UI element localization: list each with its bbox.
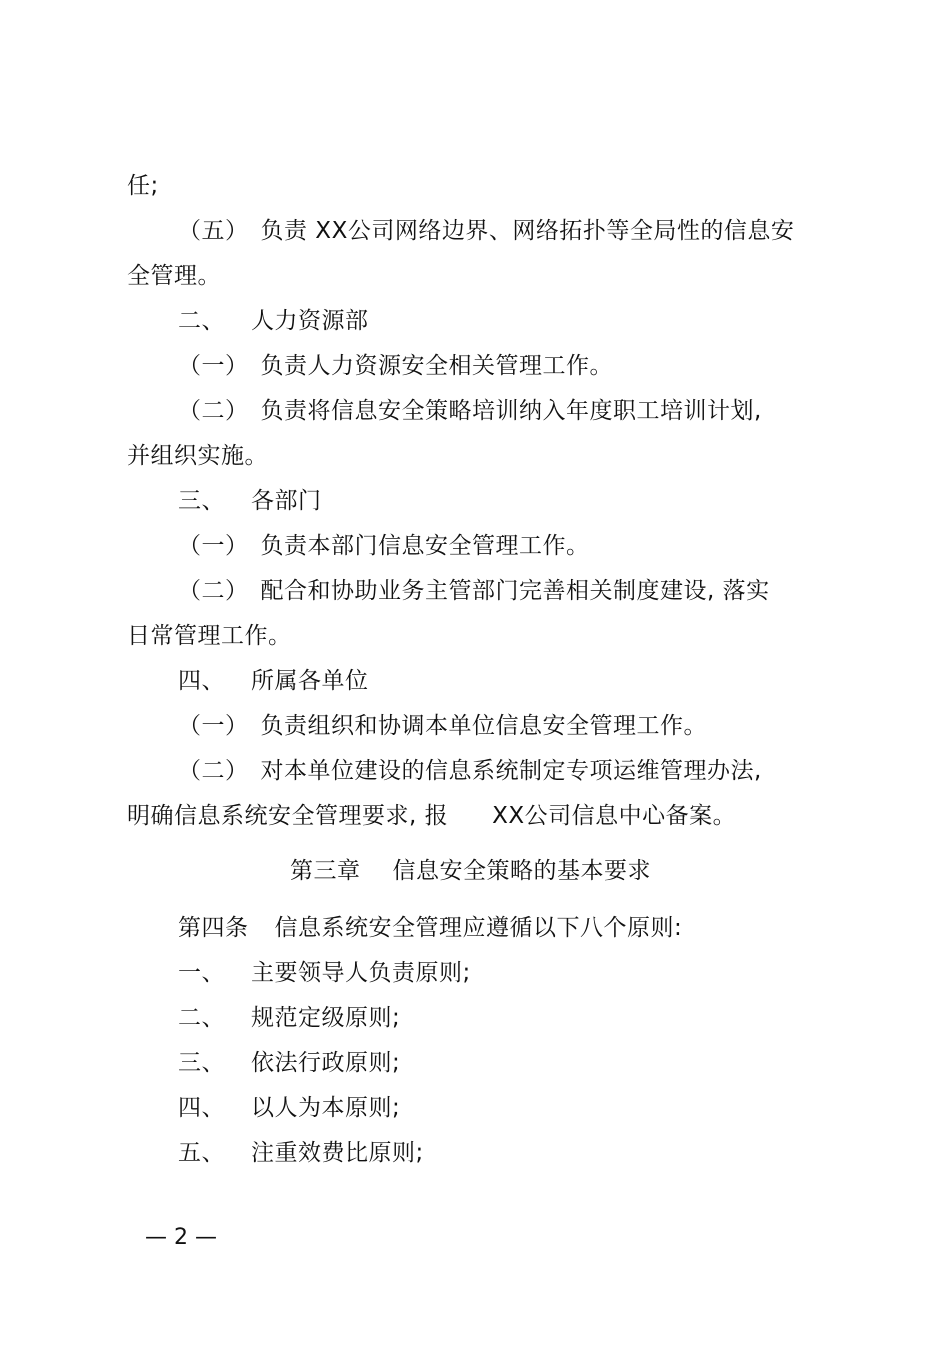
list-item: 三、 依法行政原则; <box>178 1050 401 1076</box>
text-line: （一） 负责人力资源安全相关管理工作。 <box>178 353 613 379</box>
item-label: （二） <box>178 758 249 784</box>
text-line: 日常管理工作。 <box>127 623 292 649</box>
text-line: 明确信息系统安全管理要求, 报 XX公司信息中心备案。 <box>127 803 737 829</box>
item-label: 二、 <box>178 1005 225 1031</box>
item-label: 一、 <box>178 960 225 986</box>
item-label: （二） <box>178 398 249 424</box>
item-label: （一） <box>178 533 249 559</box>
text-line: （二） 对本单位建设的信息系统制定专项运维管理办法, <box>178 758 762 784</box>
text-line: 并组织实施。 <box>127 443 268 469</box>
item-label: 四、 <box>178 1095 225 1121</box>
section-heading: 四、 所属各单位 <box>178 668 369 694</box>
article-label: 第四条 <box>178 915 249 941</box>
item-label: （五） <box>178 218 249 244</box>
article-line: 第四条 信息系统安全管理应遵循以下八个原则: <box>178 915 683 941</box>
page-number: — 2 — <box>145 1225 217 1250</box>
list-item: 一、 主要领导人负责原则; <box>178 960 471 986</box>
text-line: （一） 负责组织和协调本单位信息安全管理工作。 <box>178 713 707 739</box>
text-line: （二） 负责将信息安全策略培训纳入年度职工培训计划, <box>178 398 762 424</box>
list-item: 五、 注重效费比原则; <box>178 1140 424 1166</box>
text-line: 任; <box>127 173 159 199</box>
item-label: 三、 <box>178 1050 225 1076</box>
text-line: （五） 负责 XX公司网络边界、网络拓扑等全局性的信息安 <box>178 218 795 244</box>
section-heading: 二、 人力资源部 <box>178 308 369 334</box>
item-label: 二、 <box>178 308 225 334</box>
chapter-label: 第三章 <box>290 858 361 884</box>
item-label: （一） <box>178 353 249 379</box>
item-label: 三、 <box>178 488 225 514</box>
text-line: （二） 配合和协助业务主管部门完善相关制度建设, 落实 <box>178 578 770 604</box>
item-label: （一） <box>178 713 249 739</box>
text-line: （一） 负责本部门信息安全管理工作。 <box>178 533 590 559</box>
section-heading: 三、 各部门 <box>178 488 322 514</box>
text-line: 全管理。 <box>127 263 221 289</box>
item-label: 五、 <box>178 1140 225 1166</box>
item-label: 四、 <box>178 668 225 694</box>
list-item: 四、 以人为本原则; <box>178 1095 401 1121</box>
item-label: （二） <box>178 578 249 604</box>
list-item: 二、 规范定级原则; <box>178 1005 401 1031</box>
chapter-title: 第三章 信息安全策略的基本要求 <box>290 858 651 884</box>
